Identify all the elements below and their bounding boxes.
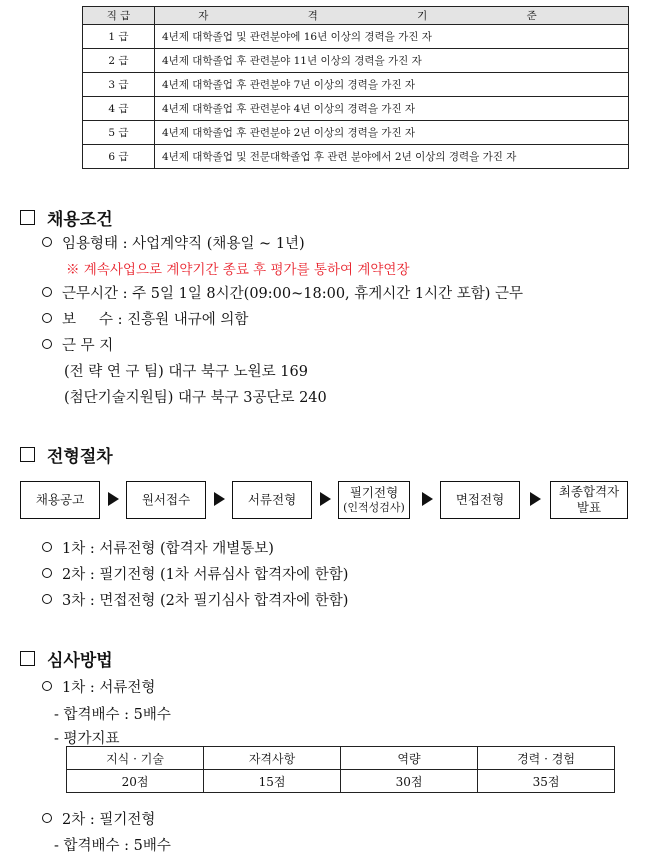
flow-step-interview: 면접전형: [440, 481, 520, 519]
grade-header: 직 급: [83, 7, 155, 25]
round-1-line: [42, 537, 274, 558]
circle-bullet-icon: [42, 339, 52, 349]
section-employment-heading: [20, 205, 113, 230]
round-1-multiple: - 합격배수 : 5배수: [54, 707, 171, 723]
table-row: [83, 121, 629, 145]
round-2-line: [42, 563, 348, 584]
eval-header-cell: 역량: [341, 747, 478, 770]
criteria-cell: 4년제 대학졸업 후 관련분야 2년 이상의 경력을 가진 자: [155, 121, 629, 145]
flow-step-sublabel: (인적성검사): [343, 500, 405, 514]
grade-cell: 3 급: [83, 73, 155, 97]
checkbox-square-icon: [20, 447, 35, 462]
circle-bullet-icon: [42, 287, 52, 297]
location-label: 근 무 지: [62, 338, 114, 354]
table-header-row: [83, 7, 629, 25]
round-3-text: 3차 : 면접전형 (2차 필기심사 합격자에 한함): [62, 593, 349, 609]
evaluation-index-label: - 평가지표: [54, 731, 120, 747]
eval-header-cell: 자격사항: [204, 747, 341, 770]
flow-step-sublabel: 발표: [576, 500, 602, 515]
pay-text: 보 수 : 진흥원 내규에 의함: [62, 312, 249, 328]
flow-step-written-test: [338, 481, 410, 519]
location-strategy-team: (전 략 연 구 팀) 대구 북구 노원로 169: [64, 364, 308, 380]
circle-bullet-icon: [42, 313, 52, 323]
flow-step-label: 필기전형: [349, 485, 399, 501]
pay-line: [42, 308, 248, 329]
eval-header-cell: 지식 · 기술: [67, 747, 204, 770]
table-header-row: [67, 747, 615, 770]
arrow-right-icon: [320, 492, 331, 506]
location-tech-team: (첨단기술지원팀) 대구 북구 3공단로 240: [64, 390, 327, 406]
criteria-header: 자 격 기 준: [155, 7, 629, 25]
eval-score-cell: 35점: [478, 770, 615, 793]
circle-bullet-icon: [42, 594, 52, 604]
table-row: [83, 73, 629, 97]
flow-step-document: 서류전형: [232, 481, 312, 519]
eval-score-cell: 30점: [341, 770, 478, 793]
circle-bullet-icon: [42, 237, 52, 247]
criteria-cell: 4년제 대학졸업 및 전문대학졸업 후 관련 분야에서 2년 이상의 경력을 가진 자: [155, 145, 629, 169]
grade-cell: 4 급: [83, 97, 155, 121]
section-title: 채용조건: [47, 210, 113, 230]
checkbox-square-icon: [20, 210, 35, 225]
criteria-cell: 4년제 대학졸업 후 관련분야 11년 이상의 경력을 가진 자: [155, 49, 629, 73]
review-round-2-text: 2차 : 필기전형: [62, 812, 156, 828]
table-row: [83, 49, 629, 73]
section-process-heading: [20, 442, 113, 467]
circle-bullet-icon: [42, 681, 52, 691]
work-hours-text: 근무시간 : 주 5일 1일 8시간(09:00~18:00, 휴게시간 1시간 포함) 근무: [62, 286, 524, 302]
arrow-right-icon: [108, 492, 119, 506]
flow-step-label: 최종합격자: [558, 484, 620, 500]
arrow-right-icon: [422, 492, 433, 506]
arrow-right-icon: [530, 492, 541, 506]
arrow-right-icon: [214, 492, 225, 506]
grade-cell: 6 급: [83, 145, 155, 169]
qualification-table: [82, 6, 629, 169]
table-row: [83, 25, 629, 49]
grade-cell: 2 급: [83, 49, 155, 73]
flow-step-application: 원서접수: [126, 481, 206, 519]
contract-note: ※ 계속사업으로 계약기간 종료 후 평가를 통하여 계약연장: [66, 262, 410, 278]
employment-type-line: [42, 232, 305, 253]
work-hours-line: [42, 282, 523, 303]
checkbox-square-icon: [20, 651, 35, 666]
round-2-text: 2차 : 필기전형 (1차 서류심사 합격자에 한함): [62, 567, 349, 583]
flow-step-final: [550, 481, 628, 519]
section-review-heading: [20, 646, 113, 671]
eval-score-cell: 20점: [67, 770, 204, 793]
criteria-cell: 4년제 대학졸업 후 관련분야 7년 이상의 경력을 가진 자: [155, 73, 629, 97]
eval-header-cell: 경력 · 경험: [478, 747, 615, 770]
table-row: [67, 770, 615, 793]
circle-bullet-icon: [42, 813, 52, 823]
round-2-multiple: - 합격배수 : 5배수: [54, 838, 171, 854]
criteria-cell: 4년제 대학졸업 후 관련분야 4년 이상의 경력을 가진 자: [155, 97, 629, 121]
flow-step-announcement: 채용공고: [20, 481, 100, 519]
table-row: [83, 145, 629, 169]
circle-bullet-icon: [42, 542, 52, 552]
circle-bullet-icon: [42, 568, 52, 578]
review-round-1-text: 1차 : 서류전형: [62, 680, 156, 696]
grade-cell: 5 급: [83, 121, 155, 145]
criteria-cell: 4년제 대학졸업 및 관련분야에 16년 이상의 경력을 가진 자: [155, 25, 629, 49]
evaluation-table: [66, 746, 615, 793]
section-title: 심사방법: [47, 651, 113, 671]
review-round-1-line: [42, 676, 155, 697]
round-1-text: 1차 : 서류전형 (합격자 개별통보): [62, 541, 274, 557]
review-round-2-line: [42, 808, 155, 829]
grade-cell: 1 급: [83, 25, 155, 49]
employment-type-text: 임용형태 : 사업계약직 (채용일 ~ 1년): [62, 236, 305, 252]
section-title: 전형절차: [47, 447, 113, 467]
location-line: [42, 334, 113, 355]
eval-score-cell: 15점: [204, 770, 341, 793]
table-row: [83, 97, 629, 121]
round-3-line: [42, 589, 348, 610]
